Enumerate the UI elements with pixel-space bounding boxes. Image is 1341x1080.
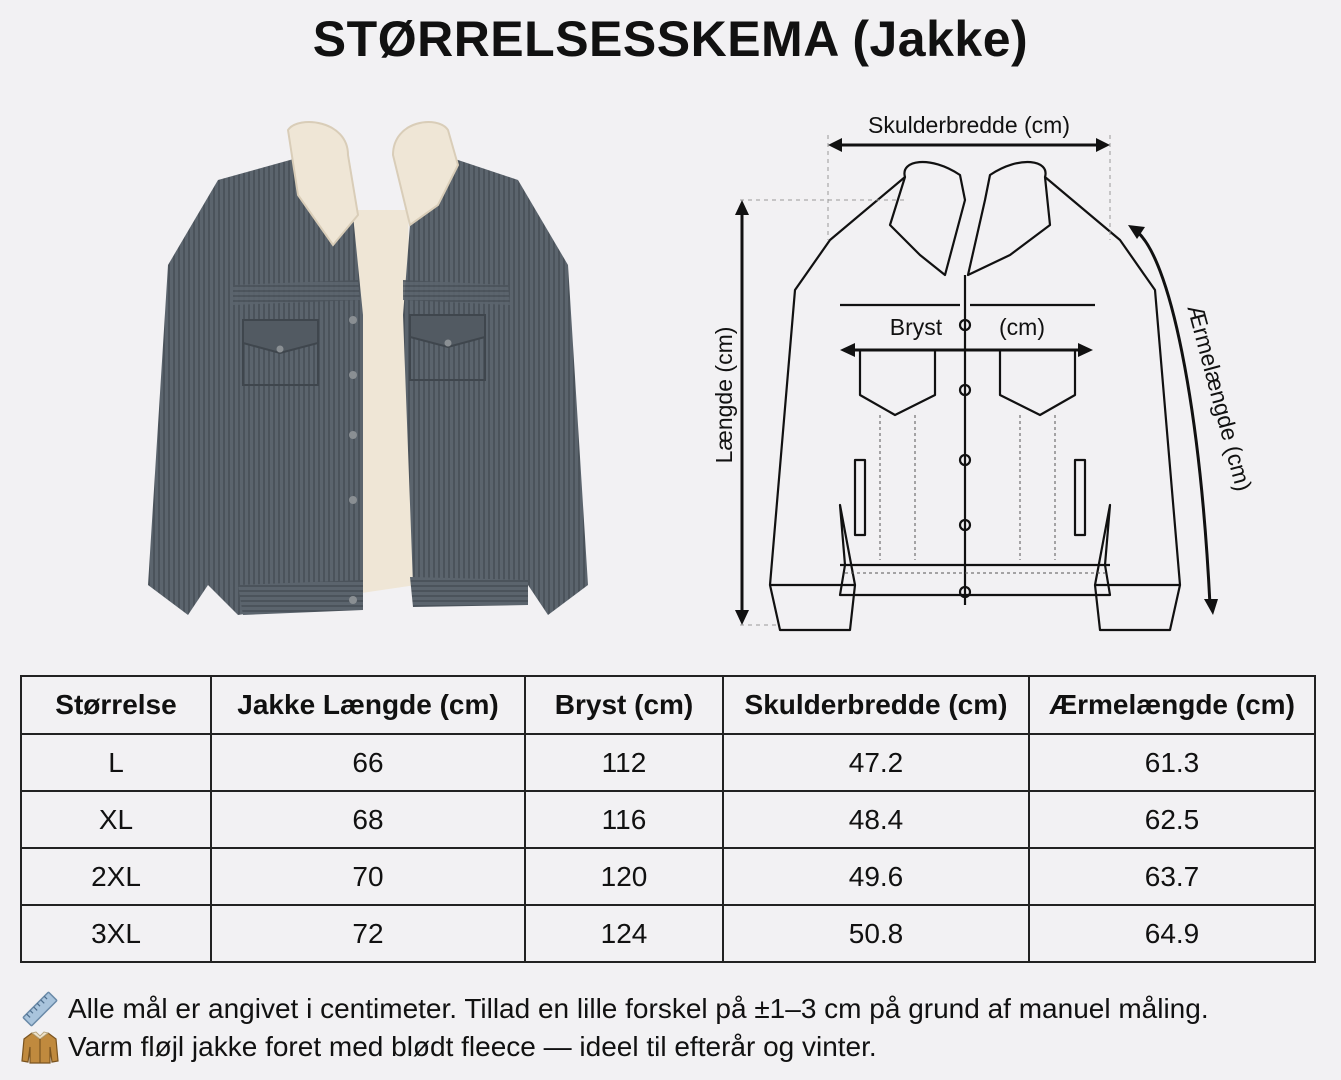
cell-size: 2XL [21, 848, 211, 905]
note-product-text: Varm fløjl jakke foret med blødt fleece — ideel til efterår og vinter. [68, 1031, 877, 1062]
chest-label: Bryst [889, 314, 943, 340]
cell-size: 3XL [21, 905, 211, 962]
cell-sleeve: 63.7 [1029, 848, 1315, 905]
cell-chest: 124 [525, 905, 723, 962]
table-row [21, 791, 1315, 848]
jacket-icon [20, 1029, 60, 1065]
header-sleeve: Ærmelængde (cm) [1029, 676, 1315, 734]
cell-shoulder: 50.8 [723, 905, 1029, 962]
table-row [21, 905, 1315, 962]
cell-length: 66 [211, 734, 525, 791]
header-size: Størrelse [21, 676, 211, 734]
note-measurement-text: Alle mål er angivet i centimeter. Tillad en lille forskel på ±1–3 cm på grund af manuel måling. [68, 993, 1209, 1024]
table-row [21, 848, 1315, 905]
table-header-row [21, 676, 1315, 734]
cell-sleeve: 62.5 [1029, 791, 1315, 848]
cell-length: 72 [211, 905, 525, 962]
cell-shoulder: 47.2 [723, 734, 1029, 791]
header-length: Jakke Længde (cm) [211, 676, 525, 734]
cell-chest: 120 [525, 848, 723, 905]
ruler-icon [20, 991, 60, 1027]
cell-sleeve: 64.9 [1029, 905, 1315, 962]
page-title: STØRRELSESSKEMA (Jakke) [312, 11, 1029, 67]
note-measurement [20, 990, 1209, 1028]
sleeve-length-label: Ærmelængde (cm) [1182, 301, 1258, 494]
cell-length: 70 [211, 848, 525, 905]
chest-unit-label: (cm) [999, 314, 1045, 340]
shoulder-width-label: Skulderbredde (cm) [868, 112, 1070, 138]
cell-shoulder: 49.6 [723, 848, 1029, 905]
header-chest: Bryst (cm) [525, 676, 723, 734]
cell-shoulder: 48.4 [723, 791, 1029, 848]
cell-size: L [21, 734, 211, 791]
cell-length: 68 [211, 791, 525, 848]
jacket-photo [148, 115, 588, 640]
header-shoulder: Skulderbredde (cm) [723, 676, 1029, 734]
cell-sleeve: 61.3 [1029, 734, 1315, 791]
cell-chest: 112 [525, 734, 723, 791]
size-table [20, 675, 1316, 963]
cell-size: XL [21, 791, 211, 848]
cell-chest: 116 [525, 791, 723, 848]
note-product [20, 1028, 1209, 1066]
table-row [21, 734, 1315, 791]
notes [20, 990, 1209, 1066]
measurement-diagram [690, 105, 1290, 645]
length-label: Længde (cm) [711, 326, 737, 464]
